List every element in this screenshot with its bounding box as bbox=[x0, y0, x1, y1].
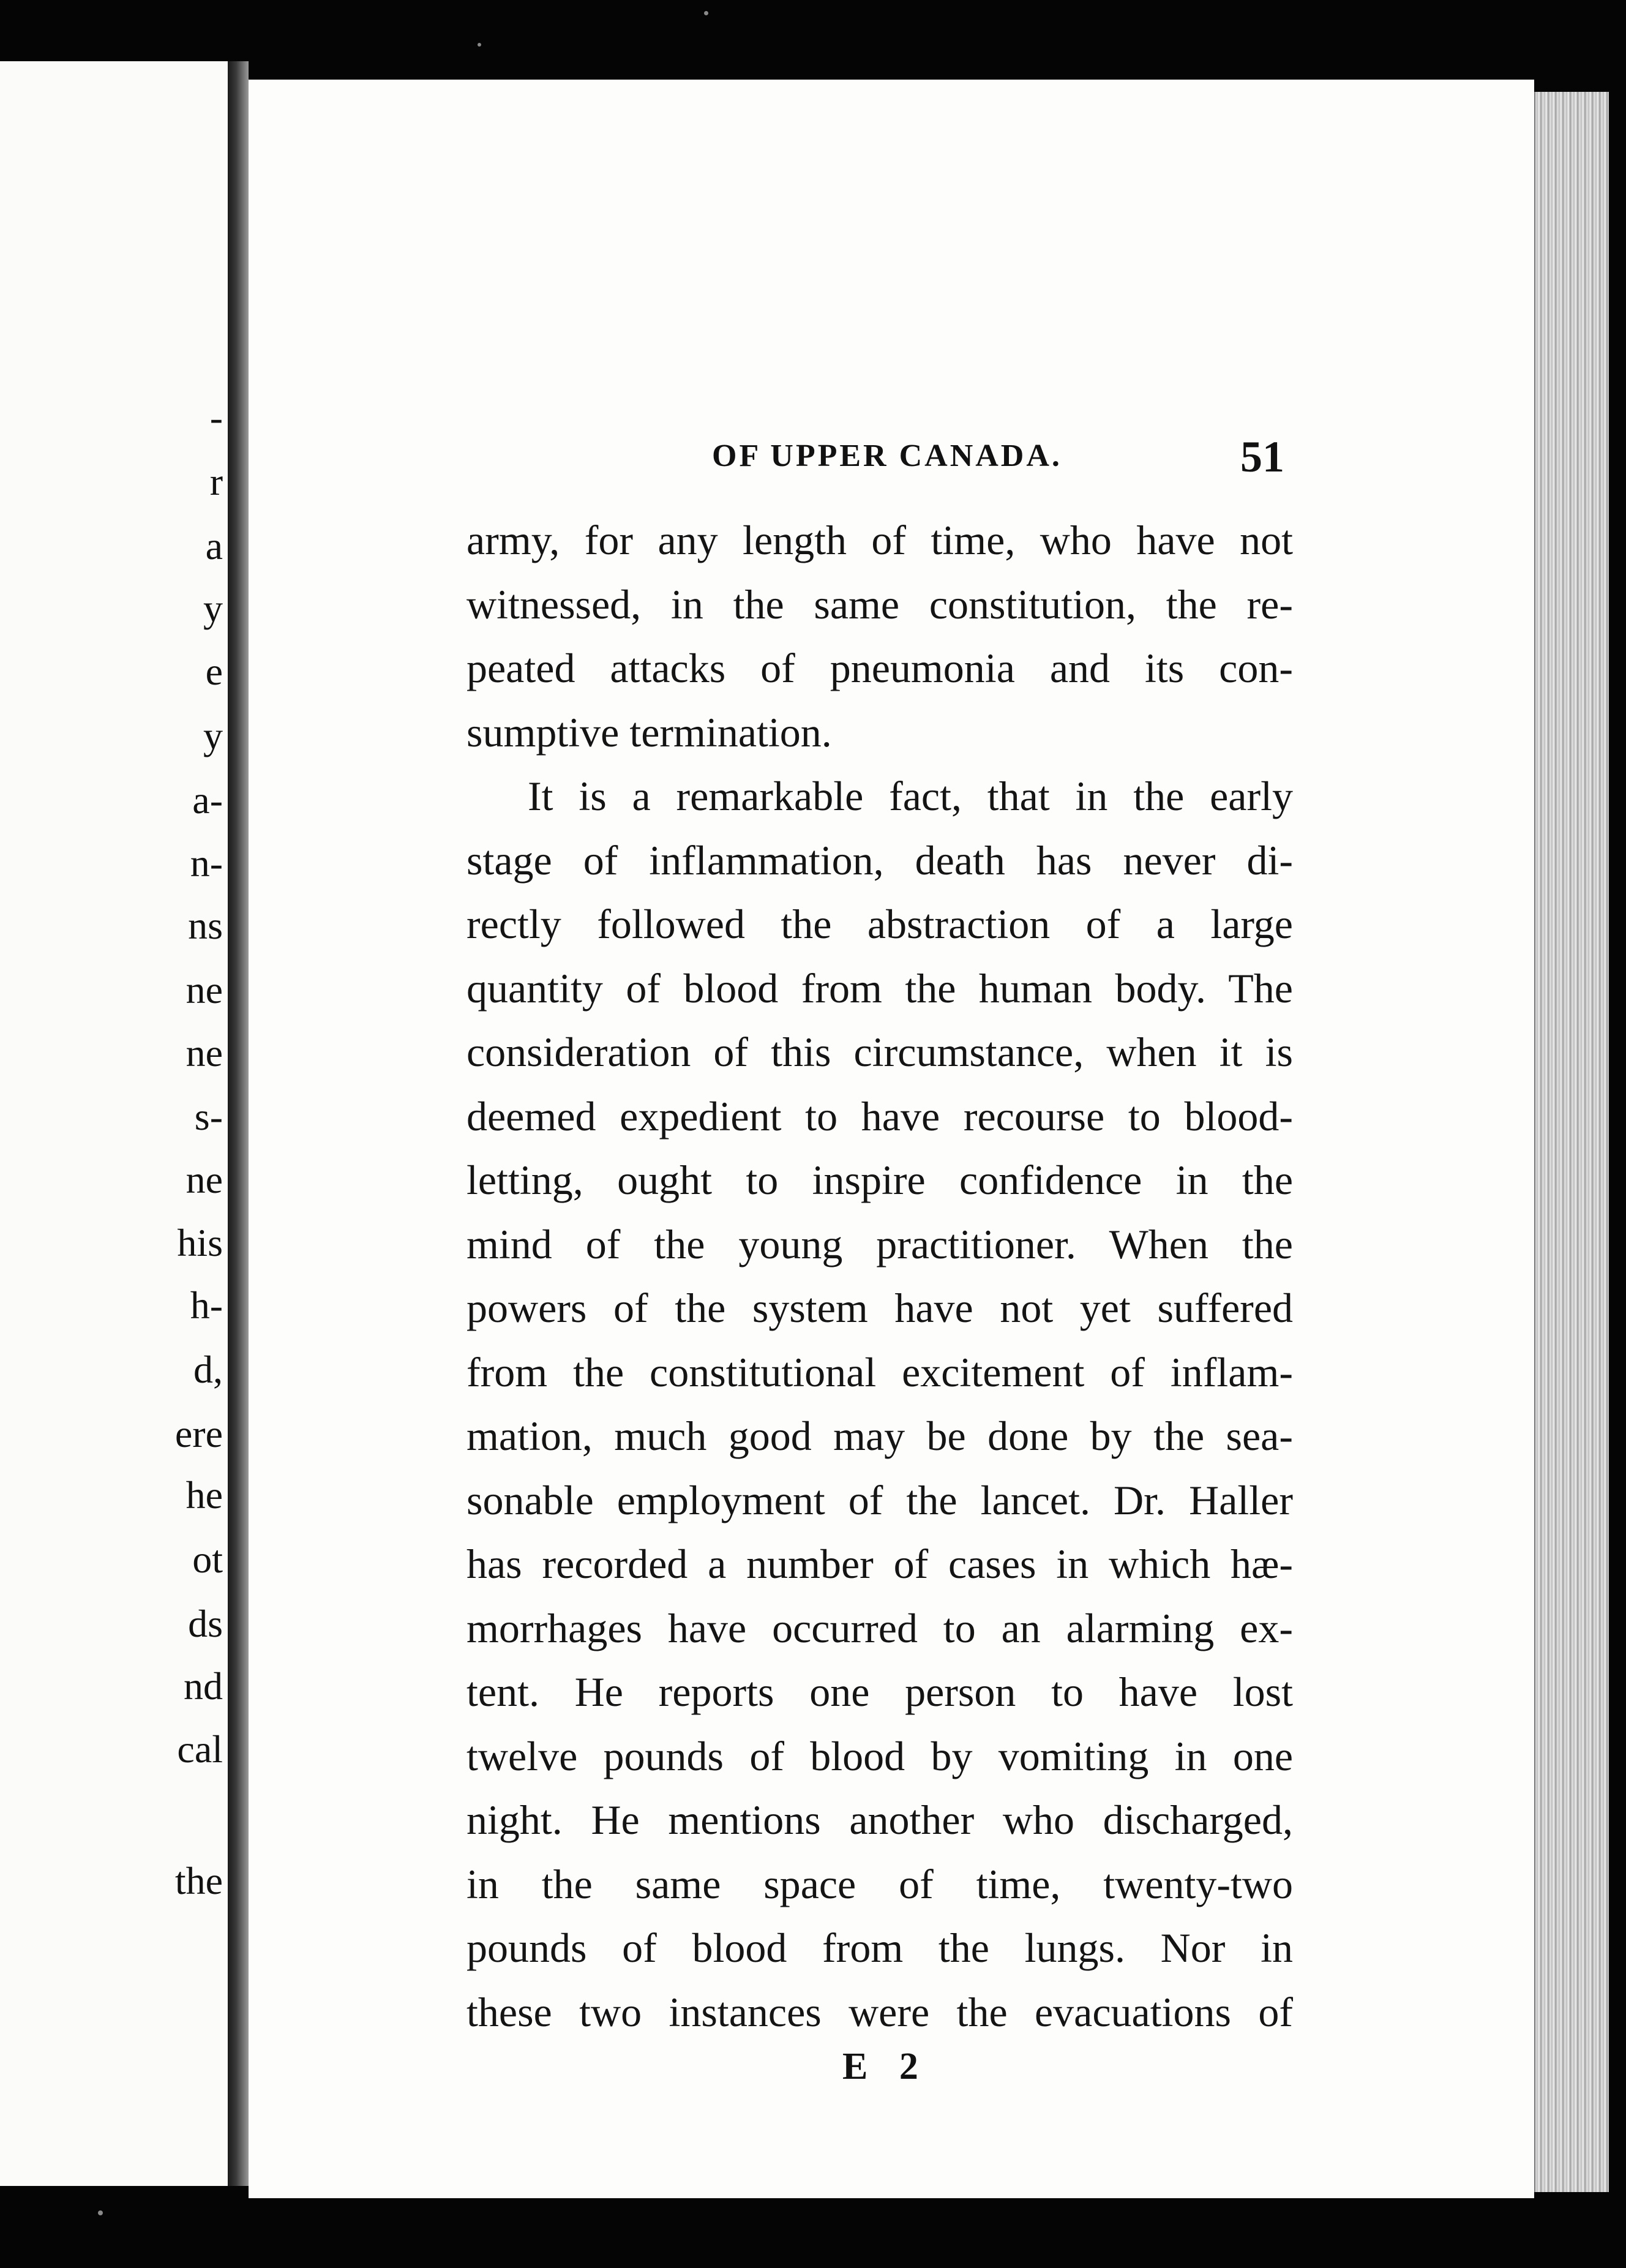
running-head bbox=[249, 432, 1534, 487]
left-page-fragment: the bbox=[174, 1859, 223, 1902]
scan-speck bbox=[704, 11, 708, 15]
left-page-fragment: r bbox=[209, 460, 223, 503]
paragraph-first-line: It is a remarkable fact, that in the early bbox=[528, 773, 1293, 819]
text-line: peated attacks of pneumonia and its con- bbox=[466, 645, 1293, 691]
left-page-fragment: cal bbox=[177, 1727, 223, 1771]
body-text bbox=[466, 508, 1293, 2044]
left-facing-page bbox=[0, 61, 231, 2186]
scan-speck bbox=[478, 43, 481, 47]
left-page-text-fragments bbox=[0, 61, 228, 2186]
text-line: rectly followed the abstraction of a large bbox=[466, 901, 1293, 947]
left-page-fragment: - bbox=[209, 396, 223, 439]
left-page-fragment: his bbox=[177, 1221, 223, 1264]
text-line: morrhages have occurred to an alarming ex- bbox=[466, 1604, 1293, 1651]
left-page-fragment: d, bbox=[193, 1348, 223, 1391]
right-page bbox=[249, 80, 1534, 2198]
left-page-fragment: he bbox=[185, 1473, 223, 1517]
text-line: stage of inflammation, death has never di- bbox=[466, 836, 1293, 884]
signature-mark: E 2 bbox=[842, 2046, 929, 2087]
text-line: quantity of blood from the human body. The bbox=[466, 964, 1293, 1012]
left-page-fragment: e bbox=[205, 650, 223, 693]
left-page-fragment: ns bbox=[188, 904, 223, 947]
running-title: OF UPPER CANADA. bbox=[712, 438, 1062, 473]
left-page-fragment: ne bbox=[185, 1158, 223, 1201]
text-line: in the same space of time, twenty-two bbox=[466, 1860, 1293, 1907]
text-line: pounds of blood from the lungs. Nor in bbox=[466, 1924, 1293, 1971]
left-page-fragment: y bbox=[203, 714, 223, 757]
text-line: consideration of this circumstance, when it is bbox=[466, 1029, 1293, 1075]
page-block-edge bbox=[1534, 92, 1609, 2192]
text-line: mation, much good may be done by the sea- bbox=[466, 1413, 1293, 1459]
left-page-fragment: s- bbox=[194, 1095, 223, 1138]
text-line: tent. He reports one person to have lost bbox=[466, 1669, 1293, 1715]
text-line: witnessed, in the same constitution, the re- bbox=[466, 580, 1293, 628]
left-page-fragment: ot bbox=[192, 1538, 223, 1581]
text-line: from the constitutional excitement of inflam- bbox=[466, 1348, 1293, 1395]
left-page-fragment: y bbox=[203, 587, 223, 630]
text-line: sumptive termination. bbox=[466, 708, 832, 756]
left-page-fragment: nd bbox=[184, 1664, 223, 1708]
left-page-fragment: h- bbox=[190, 1283, 223, 1327]
left-page-fragment: ne bbox=[185, 1031, 223, 1075]
text-line: deemed expedient to have recourse to blood- bbox=[466, 1092, 1293, 1140]
text-line: twelve pounds of blood by vomiting in one bbox=[466, 1732, 1293, 1779]
book-gutter bbox=[228, 61, 249, 2186]
scan-speck bbox=[98, 2210, 103, 2215]
left-page-fragment: ne bbox=[185, 968, 223, 1012]
text-line: letting, ought to inspire confidence in the bbox=[466, 1157, 1293, 1203]
text-line: army, for any length of time, who have not bbox=[466, 517, 1293, 563]
left-page-fragment: ere bbox=[174, 1412, 223, 1455]
text-line: night. He mentions another who discharged, bbox=[466, 1797, 1293, 1843]
left-page-fragment: n- bbox=[190, 841, 223, 885]
text-line: sonable employment of the lancet. Dr. Haller bbox=[466, 1476, 1293, 1523]
page-number: 51 bbox=[1240, 432, 1284, 481]
left-page-fragment: a bbox=[205, 524, 223, 568]
text-line: these two instances were the evacuations of bbox=[466, 1988, 1293, 2035]
text-line: powers of the system have not yet suffered bbox=[466, 1285, 1293, 1331]
text-line: mind of the young practitioner. When the bbox=[466, 1220, 1293, 1267]
left-page-fragment: a- bbox=[192, 778, 223, 822]
text-line: has recorded a number of cases in which hæ- bbox=[466, 1541, 1293, 1587]
left-page-fragment: ds bbox=[188, 1602, 223, 1645]
